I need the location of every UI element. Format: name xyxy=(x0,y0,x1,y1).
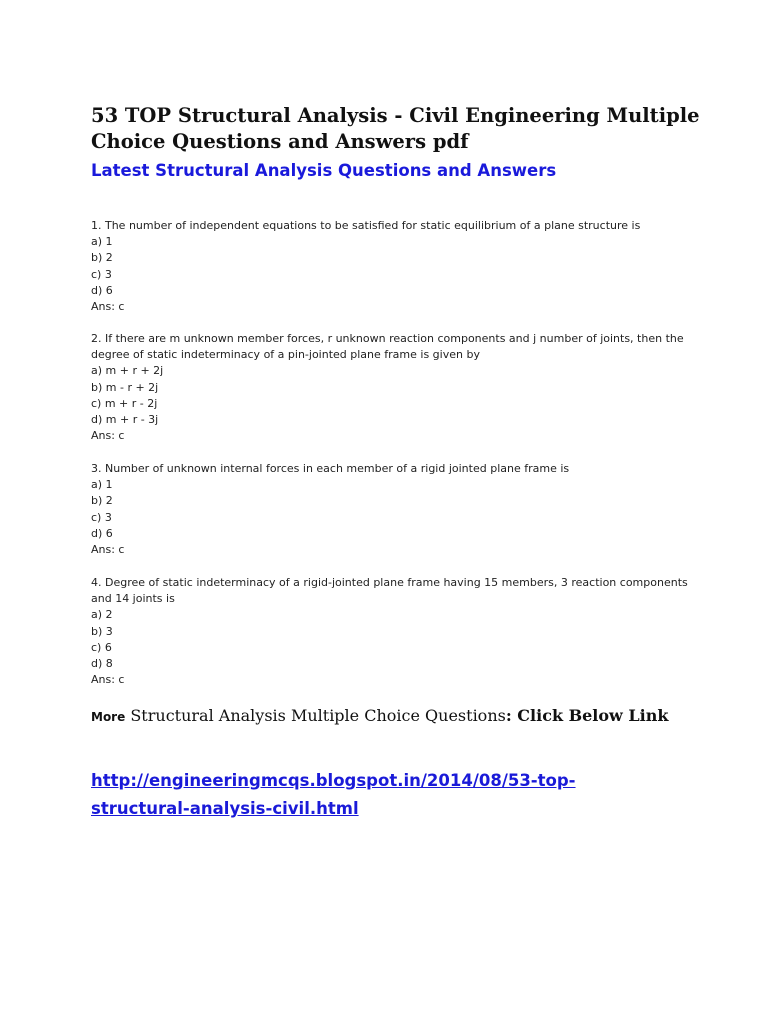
question-block-3 xyxy=(91,461,711,558)
question-block-1 xyxy=(91,218,711,315)
option-d: d) m + r - 3j xyxy=(91,413,159,427)
option-b: b) 2 xyxy=(91,251,113,265)
answer: Ans: c xyxy=(91,300,125,314)
option-d: d) 8 xyxy=(91,657,113,671)
option-b: b) 2 xyxy=(91,494,113,508)
question-text: 2. If there are m unknown member forces, r unknown reaction components and j number of joints, then the degree of static indeterminacy of a pin-jointed plane frame is given by xyxy=(91,332,684,362)
more-questions-line xyxy=(91,703,691,730)
option-c: c) 6 xyxy=(91,640,112,654)
question-text: 3. Number of unknown internal forces in each member of a rigid jointed plane frame is xyxy=(91,462,570,475)
option-c: c) 3 xyxy=(91,267,112,281)
answer: Ans: c xyxy=(91,673,125,687)
option-b: b) m - r + 2j xyxy=(91,380,159,394)
click-below-link-label: : Click Below Link xyxy=(505,706,669,725)
answer: Ans: c xyxy=(91,429,125,443)
option-c: c) 3 xyxy=(91,510,112,524)
external-link[interactable]: http://engineeringmcqs.blogspot.in/2014/08/53-top-structural-analysis-civil.html xyxy=(91,771,576,818)
question-block-2 xyxy=(91,331,711,444)
answer: Ans: c xyxy=(91,543,125,557)
question-text: 1. The number of independent equations to be satisfied for static equilibrium of a plane structure is xyxy=(91,219,641,232)
option-a: a) m + r + 2j xyxy=(91,364,164,378)
question-text: 4. Degree of static indeterminacy of a rigid-jointed plane frame having 15 members, 3 reaction components and 14 joints is xyxy=(91,576,688,606)
more-text: Structural Analysis Multiple Choice Questions xyxy=(130,706,506,725)
question-block-4 xyxy=(91,575,711,688)
option-d: d) 6 xyxy=(91,283,113,297)
option-c: c) m + r - 2j xyxy=(91,396,158,410)
option-a: a) 1 xyxy=(91,478,113,492)
option-b: b) 3 xyxy=(91,624,113,638)
page-title: 53 TOP Structural Analysis - Civil Engineering Multiple Choice Questions and Answers pdf xyxy=(91,104,700,153)
option-d: d) 6 xyxy=(91,526,113,540)
page-subtitle: Latest Structural Analysis Questions and Answers xyxy=(91,161,557,180)
option-a: a) 2 xyxy=(91,608,113,622)
option-a: a) 1 xyxy=(91,235,113,249)
more-label: More xyxy=(91,710,126,724)
